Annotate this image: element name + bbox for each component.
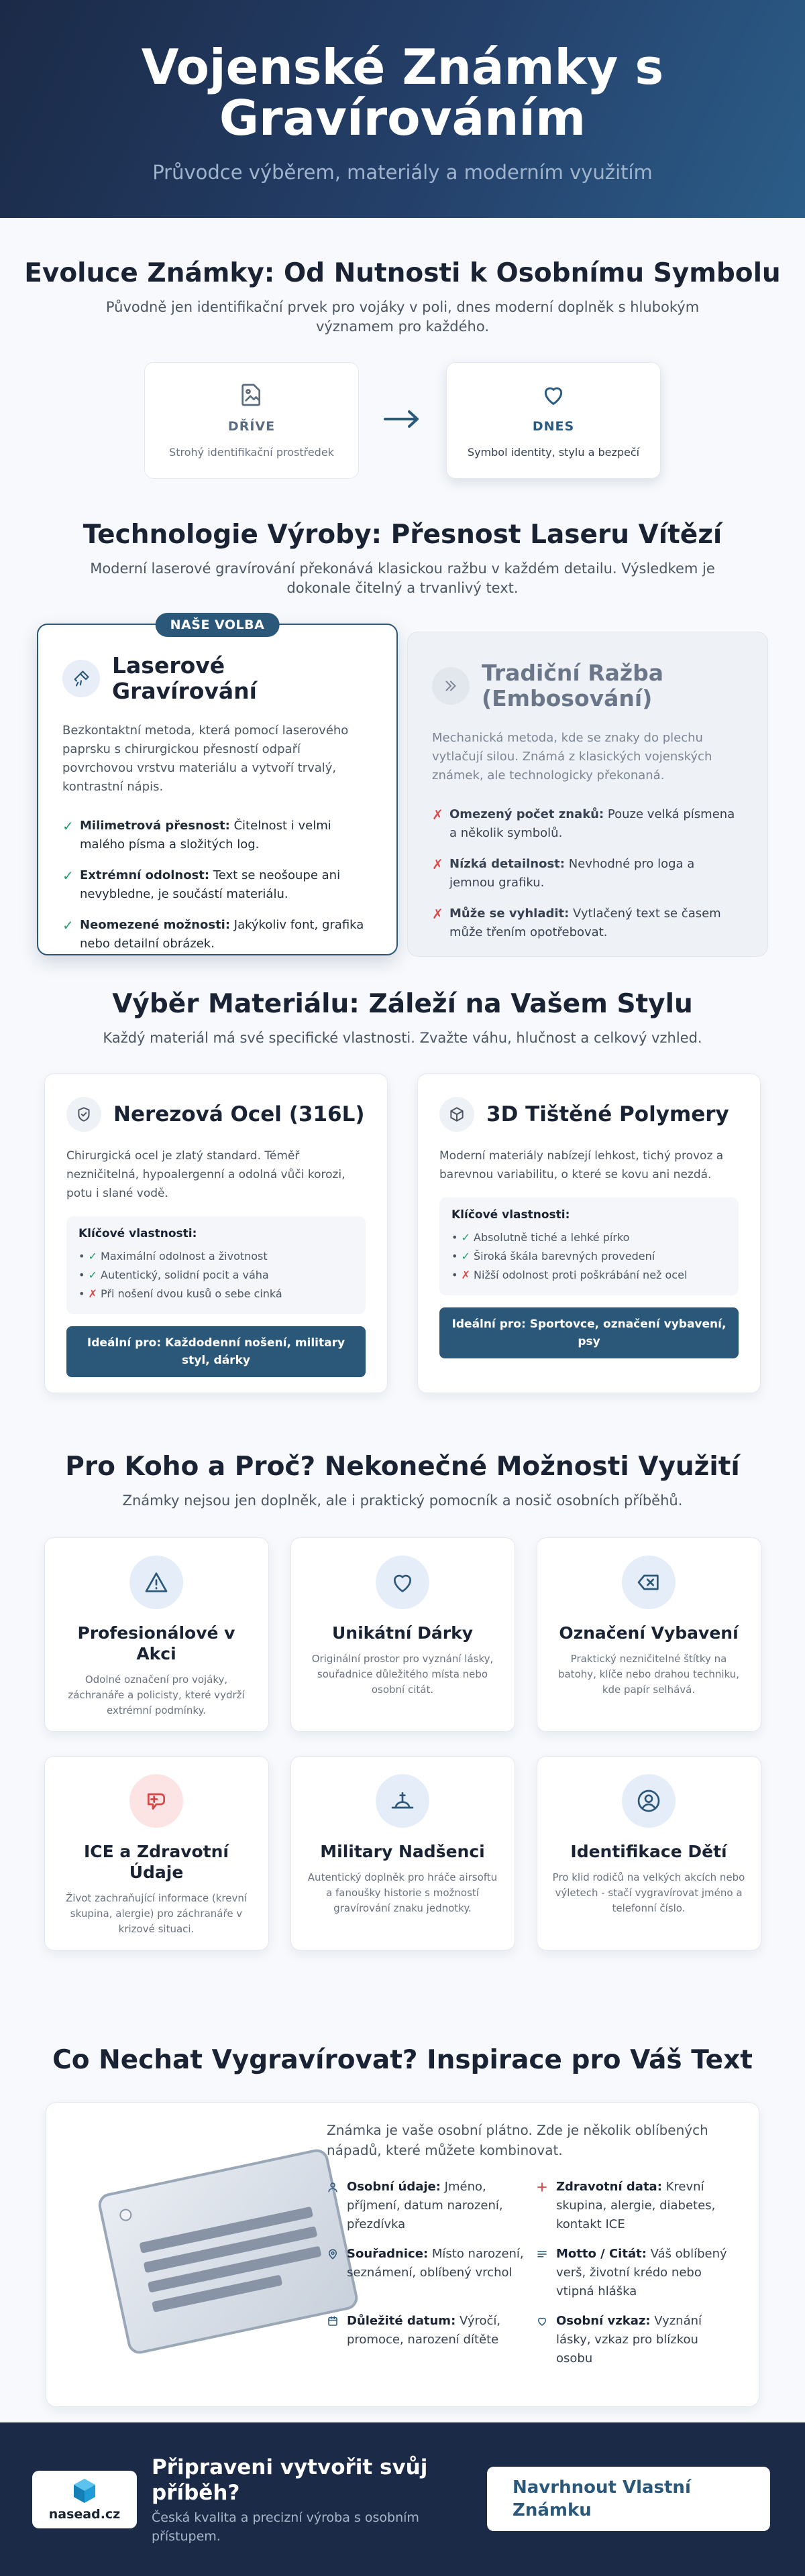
use-card-children xyxy=(537,1756,761,1950)
use-card-desc: Život zachraňující informace (krevní skupina, alergie) pro záchranáře v krizové situaci. xyxy=(65,1892,248,1935)
check-icon: ✓ xyxy=(62,917,74,933)
benefit-label: Neomezené možnosti: xyxy=(80,918,231,932)
use-card-equipment xyxy=(537,1537,761,1732)
evolution-now-label: DNES xyxy=(532,419,575,434)
list-item: • ✓ Absolutně tiché a lehké pírko xyxy=(451,1231,630,1244)
use-card-title: Označení Vybavení xyxy=(559,1623,739,1643)
technology-subtitle-line-1: Moderní laserové gravírování překonává klasickou ražbu v každém detailu. Výsledkem je xyxy=(90,561,715,577)
polymer-card xyxy=(417,1073,761,1393)
shield-check-icon xyxy=(66,1097,101,1132)
traditional-drawbacks xyxy=(432,805,743,942)
benefit-label: Milimetrová přesnost: xyxy=(80,819,230,833)
cross-icon: ✗ xyxy=(88,1287,97,1300)
steel-title: Nerezová Ocel (316L) xyxy=(113,1102,365,1126)
use-card-title: Unikátní Dárky xyxy=(331,1623,474,1643)
check-icon: ✓ xyxy=(461,1250,470,1263)
check-icon: ✓ xyxy=(62,868,74,884)
technology-subtitle-line-2: dokonale čitelný a trvanlivý text. xyxy=(286,580,519,596)
idea-item xyxy=(327,2178,528,2234)
recommended-badge: NAŠE VOLBA xyxy=(156,613,280,637)
idea-text: Vyznání lásky, vzkaz pro blízkou osobu xyxy=(556,2314,702,2365)
inspiration-intro: Známka je vaše osobní plátno. Zde je několik oblíbených nápadů, které můžete kombinovat. xyxy=(327,2122,708,2158)
steel-desc: Chirurgická ocel je zlatý standard. Téměř nezničitelná, hypoalergenní a odolná vůči korozi, potu i slané vodě. xyxy=(66,1149,345,1200)
material-cards xyxy=(0,1073,805,1393)
inspiration-ideas xyxy=(327,2178,736,2368)
use-card-desc: Autentický doplněk pro hráče airsoftu a fanoušky historie s možností gravírování znaku jednotky. xyxy=(307,1871,498,1914)
idea-item xyxy=(536,2178,737,2234)
list-item xyxy=(62,866,372,904)
evolution-now-desc: Symbol identity, stylu a bezpečí xyxy=(467,446,640,459)
idea-item xyxy=(536,2245,737,2301)
brand-logo[interactable] xyxy=(32,2471,137,2528)
material-subtitle: Každý materiál má své specifické vlastnosti. Zvažte váhu, hlučnost a celkový vzhled. xyxy=(103,1030,702,1046)
page-title-line-1: Vojenské Známky s xyxy=(141,39,664,95)
polymer-properties xyxy=(439,1197,739,1295)
use-cases-section xyxy=(0,1452,805,2045)
warning-icon xyxy=(129,1556,183,1609)
technology-comparison xyxy=(0,618,805,957)
idea-label: Souřadnice: xyxy=(347,2247,429,2261)
medical-icon xyxy=(129,1774,183,1828)
benefit-text: Text se neošoupe ani nevybledne, je součástí materiálu. xyxy=(80,868,341,901)
steel-card xyxy=(44,1073,388,1393)
benefit-text: Čitelnost i velmi malého písma a složitých log. xyxy=(80,819,331,852)
double-chevron-icon xyxy=(432,667,470,705)
check-icon: ✓ xyxy=(461,1231,470,1244)
laser-benefits xyxy=(62,817,372,953)
page-subtitle: Průvodce výběrem, materiály a moderním využitím xyxy=(152,161,653,184)
use-card-title: Military Nadšenci xyxy=(320,1842,485,1861)
list-item xyxy=(432,855,743,892)
page-title xyxy=(0,39,805,146)
material-title: Výběr Materiálu: Záleží na Vašem Stylu xyxy=(112,989,693,1019)
property-text: Široká škála barevných provedení xyxy=(470,1250,655,1263)
technology-section xyxy=(0,520,805,989)
use-card-desc: Praktický nezničitelné štítky na batohy, klíče nebo drahou techniku, kde papír selhává. xyxy=(557,1653,740,1696)
use-cases-subtitle: Známky nejsou jen doplněk, ale i praktický pomocník a nosič osobních příběhů. xyxy=(122,1492,683,1509)
heart-icon xyxy=(536,2312,556,2368)
polymer-card-header xyxy=(439,1097,739,1132)
cross-icon: ✗ xyxy=(432,906,443,922)
drawback-text: Pouze velká písmena a několik symbolů. xyxy=(449,807,735,840)
list-item xyxy=(432,805,743,843)
traditional-card-header xyxy=(432,660,743,711)
evolution-now-card xyxy=(446,362,661,479)
design-tag-button[interactable]: Navrhnout Vlastní Známku xyxy=(487,2467,770,2531)
idea-item xyxy=(327,2245,528,2301)
drawback-label: Nízká detailnost: xyxy=(449,857,565,871)
idea-item xyxy=(536,2312,737,2368)
evolution-before-label: DŘÍVE xyxy=(227,419,276,434)
list-item: • ✗ Při nošení dvou kusů o sebe cinká xyxy=(78,1287,282,1300)
cross-icon: ✗ xyxy=(461,1269,470,1281)
idea-text: Váš oblíbený verš, životní krédo nebo vtipná hláška xyxy=(556,2247,727,2298)
property-text: Při nošení dvou kusů o sebe cinká xyxy=(97,1287,282,1300)
traditional-card xyxy=(407,632,768,957)
logo-text: nasead.cz xyxy=(48,2507,121,2522)
drawback-label: Omezený počet znaků: xyxy=(449,807,604,821)
idea-label: Důležité datum: xyxy=(347,2314,456,2328)
idea-text: Krevní skupina, alergie, diabetes, kontakt ICE xyxy=(556,2180,716,2231)
steel-properties xyxy=(66,1216,366,1314)
use-card-gifts xyxy=(290,1537,515,1732)
property-text: Absolutně tiché a lehké pírko xyxy=(470,1231,630,1244)
list-item xyxy=(432,904,743,942)
heart-icon xyxy=(540,382,567,408)
laser-desc: Bezkontaktní metoda, která pomocí laserového paprsku s chirurgickou přesností odpaří povrchovou vrstvu materiálu a vytvoří trvalý, kontrastní nápis. xyxy=(62,723,349,794)
idea-label: Motto / Citát: xyxy=(556,2247,647,2261)
use-card-military xyxy=(290,1756,515,1950)
idea-text: Výročí, promoce, narození dítěte xyxy=(347,2314,501,2347)
use-card-title: ICE a Zdravotní Údaje xyxy=(83,1842,229,1882)
laser-card-header xyxy=(62,653,372,704)
page-title-line-2: Gravírováním xyxy=(219,90,586,146)
technology-subtitle xyxy=(0,559,805,598)
evolution-subtitle-line-1: Původně jen identifikační prvek pro vojáky v poli, dnes moderní doplněk s hlubokým xyxy=(105,299,700,315)
use-card-professionals xyxy=(44,1537,269,1732)
dog-tag-illustration xyxy=(96,2147,360,2355)
footer-title: Připraveni vytvořit svůj příběh? xyxy=(152,2455,428,2505)
use-cases-title: Pro Koho a Proč? Nekonečné Možnosti Využití xyxy=(65,1452,740,1482)
plus-icon xyxy=(536,2178,556,2234)
inspiration-title: Co Nechat Vygravírovat? Inspirace pro Váš Text xyxy=(52,2045,753,2075)
drawback-label: Může se vyhladit: xyxy=(449,906,570,921)
user-icon xyxy=(327,2178,347,2234)
footer-subtitle: Česká kvalita a precizní výroba s osobním přístupem. xyxy=(152,2510,419,2544)
use-card-title: Profesionálové v Akci xyxy=(77,1623,235,1663)
properties-heading: Klíčové vlastnosti: xyxy=(451,1208,570,1222)
idea-label: Osobní vzkaz: xyxy=(556,2314,651,2328)
evolution-subtitle-line-2: významem pro každého. xyxy=(316,318,489,335)
calendar-icon xyxy=(327,2312,347,2368)
lines-icon xyxy=(536,2245,556,2301)
traditional-title-line-1: Tradiční Ražba xyxy=(482,660,663,686)
evolution-before-desc: Strohý identifikační prostředek xyxy=(169,446,334,459)
list-item: • ✓ Autentický, solidní pocit a váha xyxy=(78,1269,269,1281)
inspiration-card xyxy=(46,2102,759,2407)
cross-icon: ✗ xyxy=(432,856,443,872)
footer-cta xyxy=(0,2422,805,2576)
evolution-comparison xyxy=(0,362,805,479)
traditional-desc: Mechanická metoda, kde se znaky do plechu vytlačují silou. Známá z klasických vojenských známek, ale technologicky překonaná. xyxy=(432,731,712,782)
heart-icon xyxy=(376,1556,429,1609)
use-card-title: Identifikace Dětí xyxy=(570,1842,727,1861)
use-cases-grid xyxy=(0,1537,805,1950)
parachute-icon xyxy=(376,1774,429,1828)
tag-hole xyxy=(119,2208,133,2222)
cube-logo-icon xyxy=(71,2477,98,2504)
property-text: Nižší odolnost proti poškrábání než ocel xyxy=(470,1269,688,1281)
traditional-title xyxy=(482,660,663,711)
drawback-text: Vytlačený text se časem může třením opotřebovat. xyxy=(449,906,721,939)
inspiration-content xyxy=(327,2120,736,2368)
technology-title: Technologie Výroby: Přesnost Laseru Vítězí xyxy=(83,520,722,550)
drawback-text: Nevhodné pro loga a jemnou grafiku. xyxy=(449,857,695,890)
laser-card xyxy=(37,618,398,955)
polymer-title: 3D Tištěné Polymery xyxy=(486,1102,729,1126)
use-card-desc: Originální prostor pro vyznání lásky, souřadnice důležitého místa nebo osobní citát. xyxy=(311,1653,494,1696)
idea-text: Místo narození, seznámení, oblíbený vrchol xyxy=(347,2247,524,2280)
benefit-label: Extrémní odolnost: xyxy=(80,868,210,882)
list-item: • ✓ Maximální odolnost a životnost xyxy=(78,1250,268,1263)
laser-icon xyxy=(62,660,100,697)
laser-title: Laserové Gravírování xyxy=(112,652,257,704)
traditional-title-line-2: (Embosování) xyxy=(482,685,653,711)
user-circle-icon xyxy=(622,1774,676,1828)
properties-heading: Klíčové vlastnosti: xyxy=(78,1227,197,1240)
list-item xyxy=(62,817,372,854)
idea-text: Jméno, příjmení, datum narození, přezdívka xyxy=(347,2180,503,2231)
list-item xyxy=(62,916,372,953)
steel-ideal-for: Ideální pro: Každodenní nošení, military styl, dárky xyxy=(66,1326,366,1377)
tag-delete-icon xyxy=(622,1556,676,1609)
material-section xyxy=(0,989,805,1452)
polymer-ideal-for: Ideální pro: Sportovce, označení vybavení, psy xyxy=(439,1307,739,1358)
idea-item xyxy=(327,2312,528,2368)
polymer-desc: Moderní materiály nabízejí lehkost, tichý provoz a barevnou variabilitu, o které se kovu ani nezdá. xyxy=(439,1149,724,1181)
check-icon: ✓ xyxy=(88,1250,97,1263)
benefit-text: Jakýkoliv font, grafika nebo detailní obrázek. xyxy=(80,918,364,951)
cube-icon xyxy=(439,1097,474,1132)
evolution-title: Evoluce Známky: Od Nutnosti k Osobnímu Symbolu xyxy=(24,258,781,288)
property-text: Maximální odolnost a životnost xyxy=(97,1250,268,1263)
property-text: Autentický, solidní pocit a váha xyxy=(97,1269,269,1281)
steel-card-header xyxy=(66,1097,366,1132)
idea-label: Zdravotní data: xyxy=(556,2180,662,2194)
check-icon: ✓ xyxy=(62,818,74,834)
list-item: • ✓ Široká škála barevných provedení xyxy=(451,1250,655,1263)
tag-icon xyxy=(238,382,265,408)
evolution-section xyxy=(0,218,805,520)
evolution-subtitle xyxy=(0,298,805,337)
cross-icon: ✗ xyxy=(432,807,443,823)
use-card-ice xyxy=(44,1756,269,1950)
use-card-desc: Odolné označení pro vojáky, záchranáře a policisty, které vydrží extrémní podmínky. xyxy=(68,1674,245,1716)
hero-banner xyxy=(0,0,805,218)
idea-label: Osobní údaje: xyxy=(347,2180,441,2194)
check-icon: ✓ xyxy=(88,1269,97,1281)
use-card-desc: Pro klid rodičů na velkých akcích nebo výletech - stačí vygravírovat jméno a telefonní číslo. xyxy=(552,1871,745,1914)
list-item: • ✗ Nižší odolnost proti poškrábání než ocel xyxy=(451,1269,688,1281)
location-icon xyxy=(327,2245,347,2301)
evolution-before-card xyxy=(144,362,359,479)
arrow-right-icon xyxy=(359,409,446,432)
